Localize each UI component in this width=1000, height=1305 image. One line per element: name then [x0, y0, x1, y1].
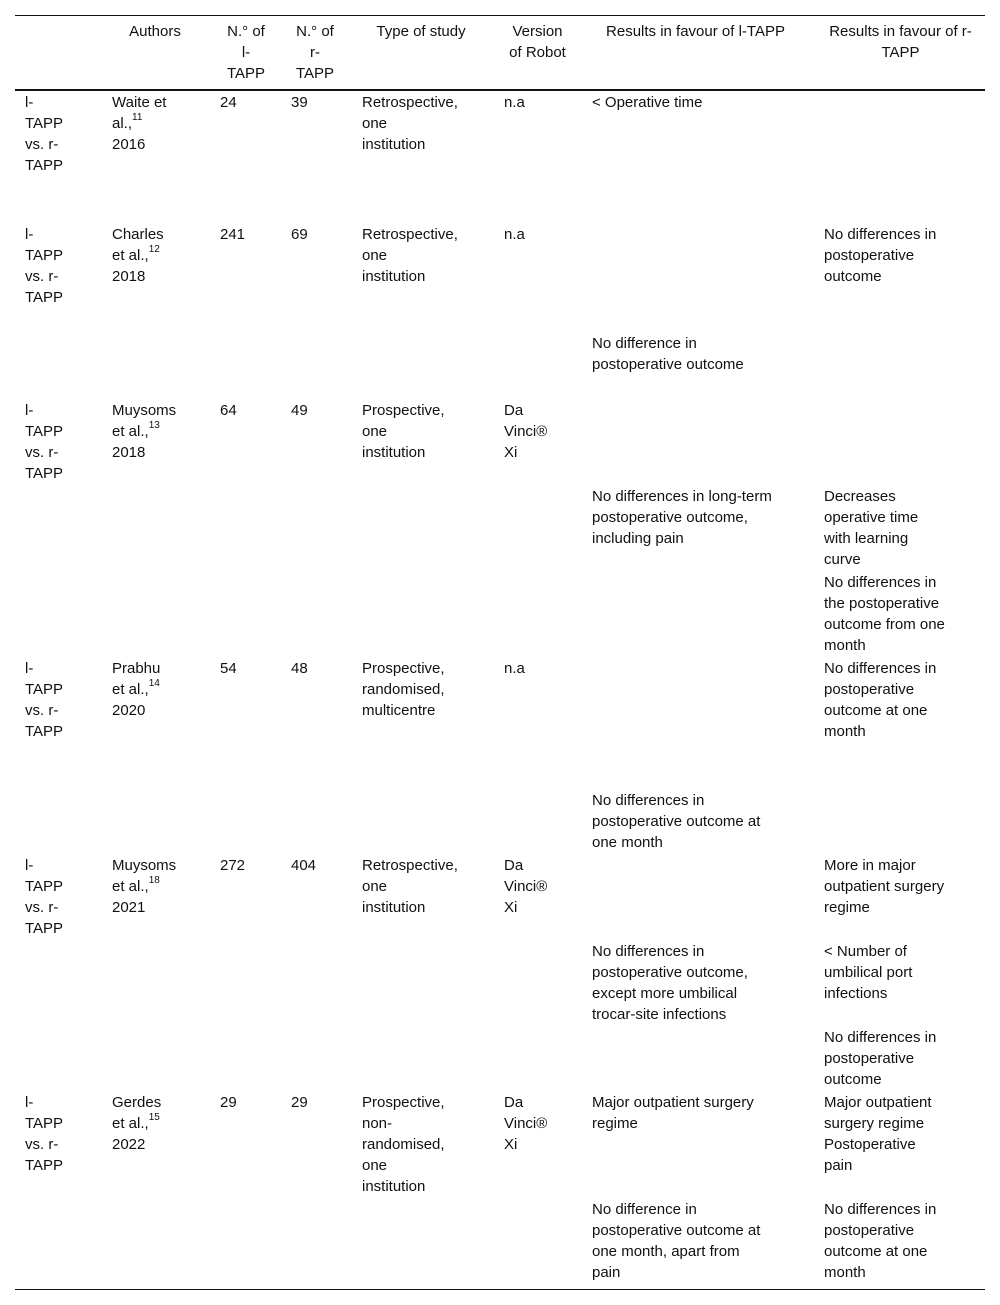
row-type: Prospective, non- randomised, one institution: [362, 1094, 445, 1195]
row-n-l: 241: [220, 226, 246, 243]
row-version: Da Vinci® Xi: [504, 402, 548, 461]
header-authors: Authors: [129, 23, 181, 40]
row-n-r: 69: [291, 226, 308, 243]
table-bottom-rule: [15, 1289, 985, 1290]
row-version: Da Vinci® Xi: [504, 1094, 548, 1153]
row-n-r: 48: [291, 660, 308, 677]
row-comparison: l- TAPP vs. r- TAPP: [25, 94, 64, 174]
row-n-r: 49: [291, 402, 308, 419]
row-fav-r-sub: No differences in the postoperative outcome from one month: [824, 574, 945, 654]
row-fav-l: < Operative time: [592, 94, 703, 111]
table-header-rule: [15, 89, 985, 91]
row-fav-l-sub: No difference in postoperative outcome at one month, apart from pain: [592, 1201, 761, 1281]
row-fav-r-sub: Decreases operative time with learning curve: [824, 488, 919, 568]
table-top-rule: [15, 15, 985, 16]
header-n-l-tapp: N.° of l- TAPP: [226, 23, 266, 82]
row-fav-l-sub: No differences in postoperative outcome, except more umbilical trocar-site infections: [592, 943, 748, 1023]
header-version: Version of Robot: [509, 23, 566, 61]
row-type: Prospective, one institution: [362, 402, 445, 461]
row-n-r: 29: [291, 1094, 308, 1111]
row-author: Prabhu et al.,$^{14}$ 2020: [112, 660, 161, 719]
row-comparison: l- TAPP vs. r- TAPP: [25, 226, 64, 306]
row-fav-l-sub: No differences in long-term postoperative outcome, including pain: [592, 488, 772, 547]
header-fav-r: Results in favour of r- TAPP: [829, 23, 972, 61]
row-author: Muysoms et al.,$^{13}$ 2018: [112, 402, 177, 461]
row-author: Waite et al.,$^{11}$ 2016: [112, 94, 167, 153]
row-type: Retrospective, one institution: [362, 94, 458, 153]
row-type: Retrospective, one institution: [362, 857, 458, 916]
row-type: Prospective, randomised, multicentre: [362, 660, 445, 719]
row-fav-r-sub: No differences in postoperative outcome at one month: [824, 1201, 937, 1281]
row-n-r: 404: [291, 857, 317, 874]
row-fav-r: No differences in postoperative outcome at one month: [824, 660, 937, 740]
row-author: Charles et al.,$^{12}$ 2018: [112, 226, 164, 285]
row-type: Retrospective, one institution: [362, 226, 458, 285]
row-fav-r: Major outpatient surgery regime Postoperative pain: [824, 1094, 932, 1174]
row-n-l: 54: [220, 660, 237, 677]
header-type: Type of study: [376, 23, 466, 40]
row-comparison: l- TAPP vs. r- TAPP: [25, 857, 64, 937]
row-fav-l-sub: No difference in postoperative outcome: [592, 335, 744, 373]
row-version: n.a: [504, 226, 525, 243]
row-fav-r: No differences in postoperative outcome: [824, 226, 937, 285]
row-comparison: l- TAPP vs. r- TAPP: [25, 1094, 64, 1174]
row-n-l: 29: [220, 1094, 237, 1111]
row-author: Muysoms et al.,$^{18}$ 2021: [112, 857, 177, 916]
row-version: n.a: [504, 94, 525, 111]
row-n-l: 24: [220, 94, 237, 111]
row-n-r: 39: [291, 94, 308, 111]
row-comparison: l- TAPP vs. r- TAPP: [25, 402, 64, 482]
header-fav-l: Results in favour of l-TAPP: [606, 23, 785, 40]
row-fav-r-sub: < Number of umbilical port infections: [824, 943, 913, 1002]
row-n-l: 272: [220, 857, 246, 874]
row-version: Da Vinci® Xi: [504, 857, 548, 916]
row-author: Gerdes et al.,$^{15}$ 2022: [112, 1094, 162, 1153]
row-n-l: 64: [220, 402, 237, 419]
row-fav-r-sub: No differences in postoperative outcome: [824, 1029, 937, 1088]
row-fav-l-sub: No differences in postoperative outcome at one month: [592, 792, 761, 851]
row-version: n.a: [504, 660, 525, 677]
header-n-r-tapp: N.° of r- TAPP: [295, 23, 335, 82]
row-fav-l: Major outpatient surgery regime: [592, 1094, 754, 1132]
row-comparison: l- TAPP vs. r- TAPP: [25, 660, 64, 740]
row-fav-r: More in major outpatient surgery regime: [824, 857, 945, 916]
